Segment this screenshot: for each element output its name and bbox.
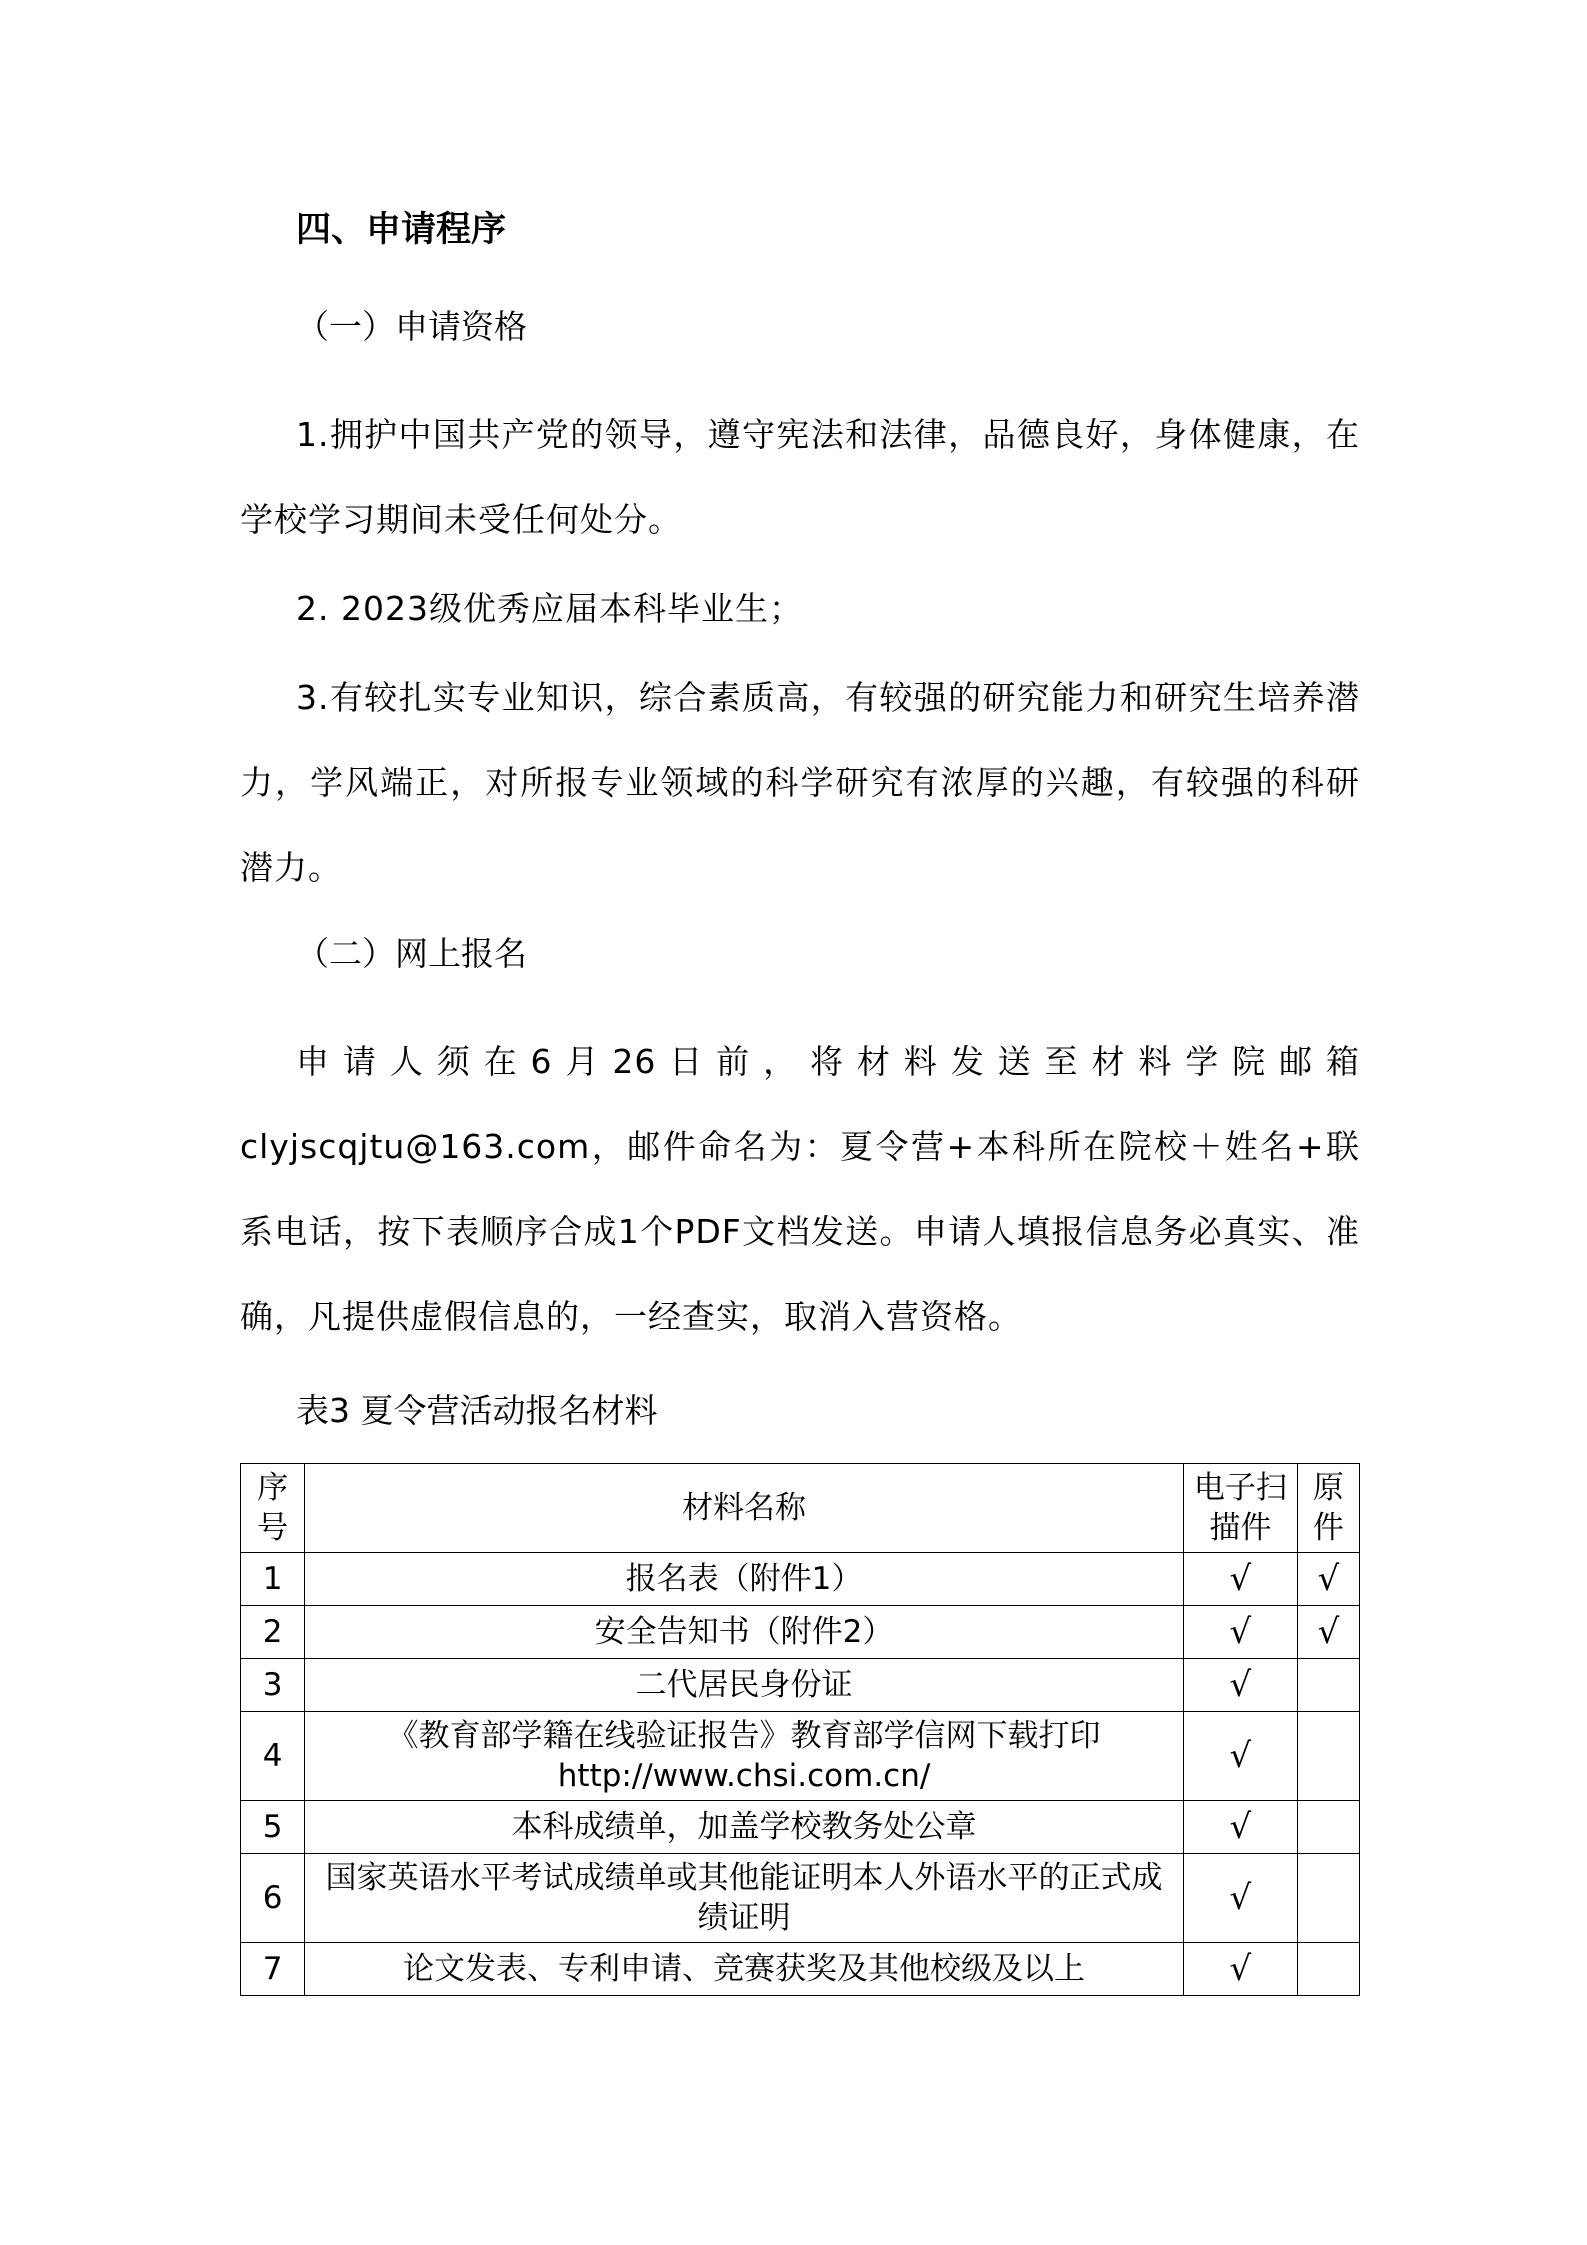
row-scan-check: √ [1183, 1712, 1297, 1801]
row-name: 《教育部学籍在线验证报告》教育部学信网下载打印 http://www.chsi.com.cn/ [305, 1712, 1184, 1801]
row-scan-check: √ [1183, 1854, 1297, 1943]
document-page [240, 200, 1360, 1996]
row-original-check [1297, 1943, 1359, 1996]
row-no: 6 [241, 1854, 305, 1943]
table-row [241, 1606, 1360, 1659]
row-no: 3 [241, 1659, 305, 1712]
row-original-check: √ [1297, 1606, 1359, 1659]
table-row [241, 1659, 1360, 1712]
row-scan-check: √ [1183, 1553, 1297, 1606]
row-name: 国家英语水平考试成绩单或其他能证明本人外语水平的正式成绩证明 [305, 1854, 1184, 1943]
row-no: 2 [241, 1606, 305, 1659]
eligibility-title: （一）申请资格 [296, 307, 527, 346]
row-no: 5 [241, 1801, 305, 1854]
header-no: 序号 [241, 1464, 305, 1553]
header-name: 材料名称 [305, 1464, 1184, 1553]
row-name: 二代居民身份证 [305, 1659, 1184, 1712]
row-name: 论文发表、专利申请、竞赛获奖及其他校级及以上 [305, 1943, 1184, 1996]
row-no: 7 [241, 1943, 305, 1996]
eligibility-item-3: 3.有较扎实专业知识，综合素质高，有较强的研究能力和研究生培养潜力，学风端正，对所报专业领域的科学研究有浓厚的兴趣，有较强的科研潜力。 [240, 678, 1360, 887]
registration-title: （二）网上报名 [296, 934, 527, 973]
header-original: 原件 [1297, 1464, 1359, 1553]
table-row [241, 1553, 1360, 1606]
row-scan-check: √ [1183, 1943, 1297, 1996]
section-title: 四、申请程序 [296, 210, 507, 250]
materials-table [240, 1463, 1360, 1996]
row-name: 报名表（附件1） [305, 1553, 1184, 1606]
row-name: 安全告知书（附件2） [305, 1606, 1184, 1659]
row-scan-check: √ [1183, 1606, 1297, 1659]
row-scan-check: √ [1183, 1659, 1297, 1712]
row-original-check: √ [1297, 1553, 1359, 1606]
row-scan-check: √ [1183, 1801, 1297, 1854]
registration-text: 申请人须在6月26日前，将材料发送至材料学院邮箱clyjscqjtu@163.com，邮件命名为：夏令营+本科所在院校＋姓名+联系电话，按下表顺序合成1个PDF文档发送。申请人填报信息务必真实、准确，凡提供虚假信息的，一经查实，取消入营资格。 [240, 1042, 1360, 1336]
row-original-check [1297, 1854, 1359, 1943]
row-original-check [1297, 1712, 1359, 1801]
table-row [241, 1854, 1360, 1943]
row-name: 本科成绩单，加盖学校教务处公章 [305, 1801, 1184, 1854]
table-row [241, 1712, 1360, 1801]
table-header-row [241, 1464, 1360, 1553]
eligibility-item-1: 1.拥护中国共产党的领导，遵守宪法和法律，品德良好，身体健康，在学校学习期间未受任何处分。 [240, 415, 1360, 539]
eligibility-item-2: 2. 2023级优秀应届本科毕业生； [296, 589, 803, 628]
table-row [241, 1801, 1360, 1854]
header-scan: 电子扫描件 [1183, 1464, 1297, 1553]
table-caption: 表3 夏令营活动报名材料 [296, 1391, 658, 1430]
row-no: 1 [241, 1553, 305, 1606]
row-original-check [1297, 1659, 1359, 1712]
table-row [241, 1943, 1360, 1996]
row-original-check [1297, 1801, 1359, 1854]
row-no: 4 [241, 1712, 305, 1801]
